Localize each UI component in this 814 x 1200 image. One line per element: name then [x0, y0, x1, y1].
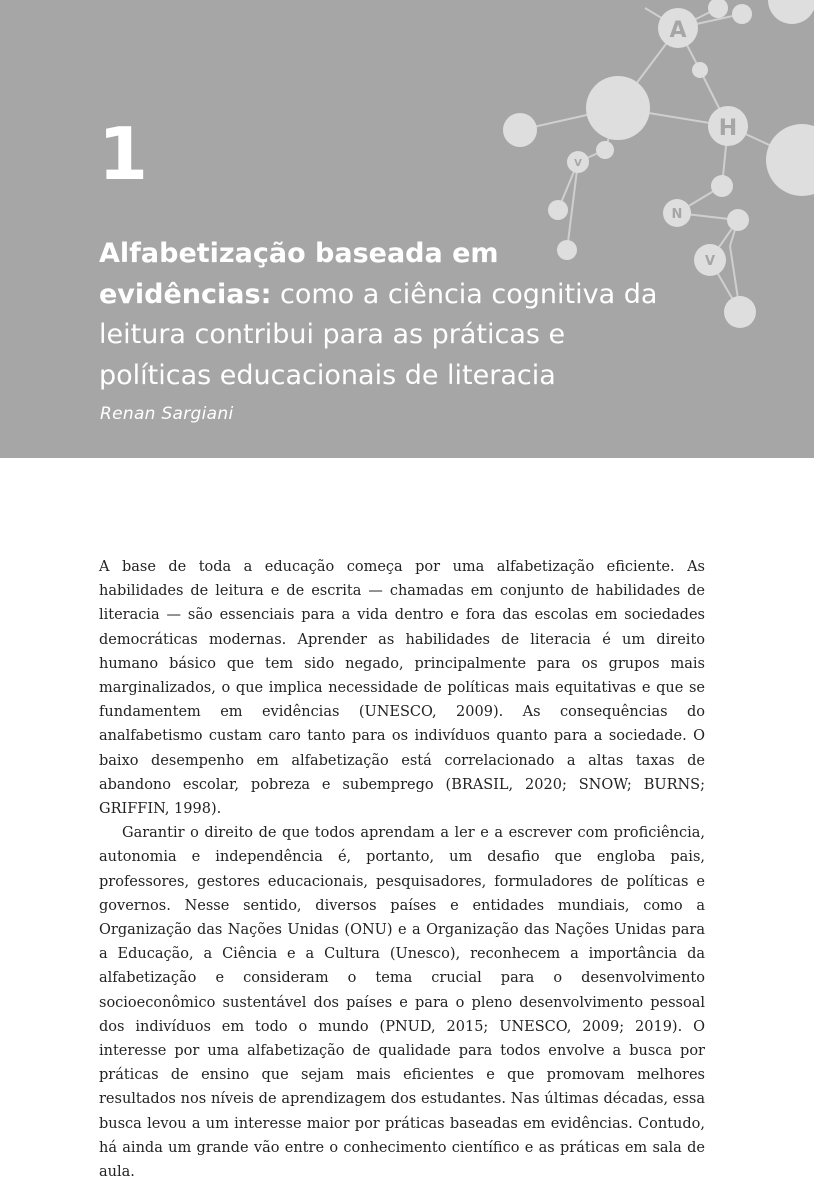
atom-h-label: H [718, 116, 738, 141]
atom-a-label: A [669, 18, 687, 43]
atom-v-label: V [574, 158, 582, 169]
chapter-number: 1 [98, 112, 147, 196]
atom-v-label-2: V [704, 254, 716, 269]
body-paragraph: Garantir o direito de que todos aprendam a ler e a escrever com proficiência, autonomia e independência é, portanto, um desafio que engloba pais, professores, gestores educacionais, pesquisadores, formuladores de políticas e governos. Nesse sentido, diversos países e entidades mundiais, como a Organização das Nações Unidas (ONU) e a Organização das Nações Unidas para a Educação, a Ciência e a Cultura (Unesco), reconhecem a importância da alfabetização e consideram o tema crucial para o desenvolvimento socioeconômico sustentável dos países e para o pleno desenvolvimento pessoal dos indivíduos em todo o mundo (PNUD, 2015; UNESCO, 2009; 2019). O interesse por uma alfabetização de qualidade para todos envolve a busca por práticas de ensino que sejam mais eficientes e que promovam melhores resultados nos níveis de aprendizagem dos estudantes. Nas últimas décadas, essa busca levou a um interesse maior por práticas baseadas em evidências. Contudo, há ainda um grande vão entre o conhecimento científico e as práticas em sala de aula. [99, 825, 705, 1181]
atom-n-label: N [671, 207, 683, 222]
chapter-title-main: Alfabetização baseada em evidências: [99, 238, 499, 310]
chapter-body [99, 555, 705, 1184]
chapter-subtitle: como a ciência cognitiva da leitura contribui para as práticas e políticas educacionais de literacia [99, 278, 658, 391]
body-paragraph: A base de toda a educação começa por uma alfabetização eficiente. As habilidades de leitura e de escrita — chamadas em conjunto de habilidades de literacia — são essenciais para a vida dentro e fora das escolas em sociedades democráticas modernas. Aprender as habilidades de literacia é um direito humano básico que tem sido negado, principalmente para os grupos mais marginalizados, o que implica necessidade de políticas mais equitativas e que se fundamentem em evidências (UNESCO, 2009). As consequências do analfabetismo custam caro tanto para os indivíduos quanto para a sociedade. O baixo desempenho em alfabetização está correlacionado a altas taxas de abandono escolar, pobreza e subemprego (BRASIL, 2020; SNOW; BURNS; GRIFFIN, 1998). [99, 559, 705, 818]
chapter-author: Renan Sargiani [100, 404, 234, 424]
chapter-title [99, 234, 659, 396]
chapter-header-band [0, 0, 814, 458]
